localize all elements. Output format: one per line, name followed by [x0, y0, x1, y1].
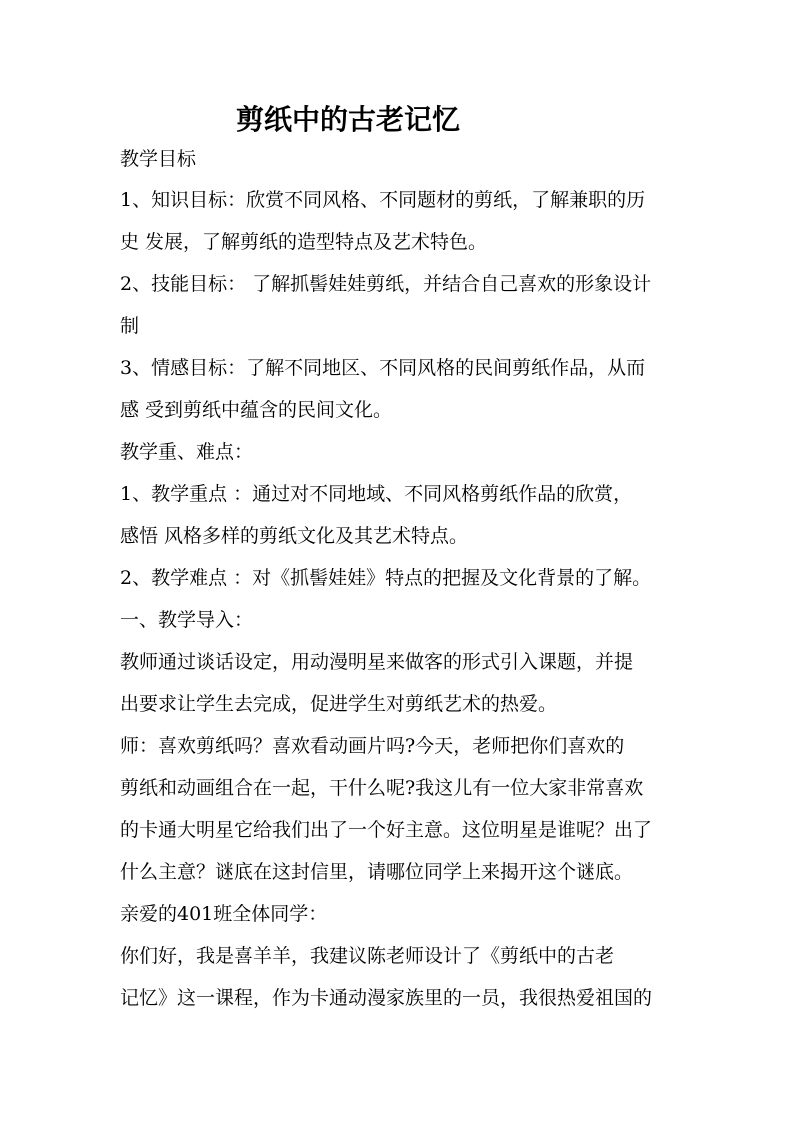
text-line: 师：喜欢剪纸吗？喜欢看动画片吗?今天，老师把你们喜欢的 — [120, 735, 625, 757]
text-line: 史 发展，了解剪纸的造型特点及艺术特色。 — [120, 231, 488, 253]
text-line: 剪纸和动画组合在一起，干什么呢?我这儿有一位大家非常喜欢 — [120, 777, 644, 799]
text-line: 1、教学重点 ：通过对不同地域、不同风格剪纸作品的欣赏， — [120, 483, 633, 505]
text-line: 2、技能目标： 了解抓髻娃娃剪纸，并结合自己喜欢的形象设计 — [120, 273, 652, 295]
text-line: 你们好，我是喜羊羊，我建议陈老师设计了《剪纸中的古老 — [120, 945, 615, 967]
text-line: 2、教学难点 ：对《抓髻娃娃》特点的把握及文化背景的了解。 — [120, 567, 652, 589]
heading-teaching-goals: 教学目标 — [120, 148, 197, 170]
text-line: 3、情感目标：了解不同地区、不同风格的民间剪纸作品，从而 — [120, 357, 646, 379]
text-line: 感 受到剪纸中蕴含的民间文化。 — [120, 399, 393, 421]
text-line: 教师通过谈话设定，用动漫明星来做客的形式引入课题，并提 — [120, 651, 634, 673]
heading-key-points: 教学重、难点： — [120, 441, 254, 463]
text-line: 的卡通大明星它给我们出了一个好主意。这位明星是谁呢？出了 — [120, 819, 653, 841]
heading-introduction: 一、教学导入： — [120, 609, 254, 631]
letter-salutation: 亲爱的401班全体同学： — [120, 903, 328, 925]
text-line: 记忆》这一课程，作为卡通动漫家族里的一员，我很热爱祖国的 — [120, 987, 653, 1009]
text-line: 感悟 风格多样的剪纸文化及其艺术特点。 — [120, 525, 469, 547]
text-line: 制 — [120, 315, 140, 337]
text-line: 什么主意？谜底在这封信里，请哪位同学上来揭开这个谜底。 — [120, 861, 634, 883]
text-line: 出要求让学生去完成，促进学生对剪纸艺术的热爱。 — [120, 693, 558, 715]
text-line: 1、知识目标：欣赏不同风格、不同题材的剪纸，了解兼职的历 — [120, 189, 646, 211]
document-title: 剪纸中的古老记忆 — [236, 103, 461, 136]
